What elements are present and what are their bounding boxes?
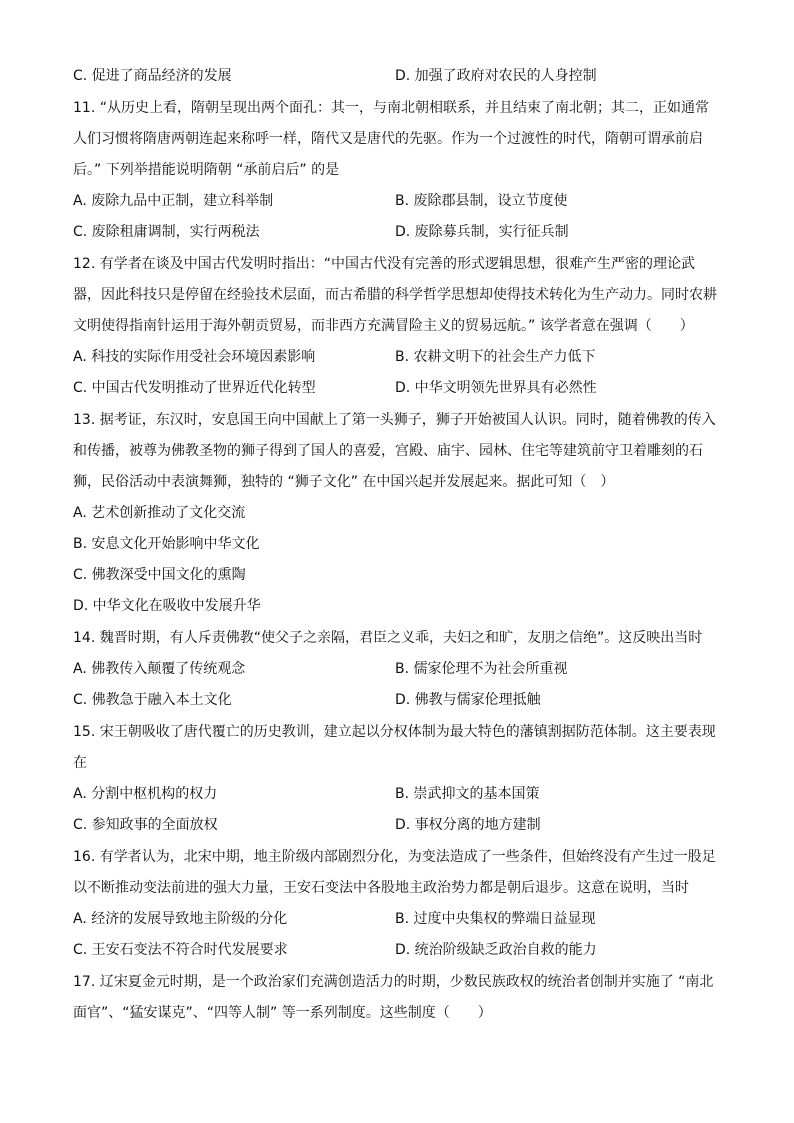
q14-option-b: B. 儒家伦理不为社会所重视: [395, 661, 568, 677]
q14-option-c: C. 佛教急于融入本土文化: [73, 692, 232, 708]
q12-option-b: B. 农耕文明下的社会生产力低下: [395, 349, 596, 365]
q12-stem-line-3: 文明使得指南针运用于海外朝贡贸易，而非西方充满冒险主义的贸易远航。” 该学者意在强调（ ）: [73, 318, 694, 334]
q12-stem-line-1: 12. 有学者在谈及中国古代发明时指出：“中国古代没有完善的形式逻辑思想，很难产生严密的理论武: [73, 256, 695, 272]
q11-stem-line-3: 后。” 下列举措能说明隋朝 “承前启后” 的是: [73, 162, 340, 178]
q13-option-c: C. 佛教深受中国文化的熏陶: [73, 567, 246, 583]
q11-stem-line-1: 11. “从历史上看，隋朝呈现出两个面孔：其一，与南北朝相联系，并且结束了南北朝；其二，正如通常: [73, 100, 709, 116]
q13-stem-line-3: 狮，民俗活动中表演舞狮，独特的 “狮子文化” 在中国兴起并发展起来。据此可知（ ）: [73, 474, 615, 490]
q16-stem-line-2: 以不断推动变法前进的强大力量，王安石变法中各股地主政治势力都是朝后退步。这意在说明，当时: [73, 880, 689, 896]
q10-option-d: D. 加强了政府对农民的人身控制: [395, 68, 597, 84]
q14-option-d: D. 佛教与儒家伦理抵触: [395, 692, 541, 708]
q15-stem-line-1: 15. 宋王朝吸收了唐代覆亡的历史教训，建立起以分权体制为最大特色的藩镇割据防范体制。这主要表现: [73, 724, 716, 740]
q15-option-b: B. 崇武抑文的基本国策: [395, 786, 540, 802]
q13-option-a: A. 艺术创新推动了文化交流: [73, 505, 246, 521]
q11-option-b: B. 废除郡县制，设立节度使: [395, 193, 568, 209]
q12-stem-line-2: 器，因此科技只是停留在经验技术层面，而古希腊的科学哲学思想却使得技术转化为生产动力。同时农耕: [73, 287, 717, 303]
q13-option-d: D. 中华文化在吸收中发展升华: [73, 598, 261, 614]
q14-option-a: A. 佛教传入颠覆了传统观念: [73, 661, 246, 677]
q16-option-c: C. 王安石变法不符合时代发展要求: [73, 942, 288, 958]
q14-stem-line-1: 14. 魏晋时期，有人斥责佛教“使父子之亲隔，君臣之义乖，夫妇之和旷，友朋之信绝”。这反映出当时: [73, 630, 703, 646]
q15-option-d: D. 事权分离的地方建制: [395, 817, 541, 833]
q11-stem-line-2: 人们习惯将隋唐两朝连起来称呼一样，隋代又是唐代的先驱。作为一个过渡性的时代，隋朝可谓承前启: [73, 131, 703, 147]
q16-option-b: B. 过度中央集权的弊端日益显现: [395, 911, 596, 927]
q11-option-d: D. 废除募兵制，实行征兵制: [395, 224, 569, 240]
q16-option-a: A. 经济的发展导致地主阶级的分化: [73, 911, 288, 927]
q16-option-d: D. 统治阶级缺乏政治自救的能力: [395, 942, 597, 958]
q12-option-d: D. 中华文明领先世界具有必然性: [395, 380, 597, 396]
q15-stem-line-2: 在: [73, 755, 87, 771]
q13-option-b: B. 安息文化开始影响中华文化: [73, 536, 260, 552]
q13-stem-line-2: 和传播，被尊为佛教圣物的狮子得到了国人的喜爱，宫殿、庙宇、园林、住宅等建筑前守卫着雕刻的石: [73, 443, 703, 459]
q11-option-c: C. 废除租庸调制，实行两税法: [73, 224, 260, 240]
q15-option-c: C. 参知政事的全面放权: [73, 817, 218, 833]
q12-option-a: A. 科技的实际作用受社会环境因素影响: [73, 349, 316, 365]
q10-option-c: C. 促进了商品经济的发展: [73, 68, 232, 84]
q11-option-a: A. 废除九品中正制，建立科举制: [73, 193, 274, 209]
q13-stem-line-1: 13. 据考证，东汉时，安息国王向中国献上了第一头狮子，狮子开始被国人认识。同时，随着佛教的传入: [73, 412, 716, 428]
q17-stem-line-2: 面官”、“猛安谋克”、“四等人制” 等一系列制度。这些制度（ ）: [73, 1005, 492, 1021]
q17-stem-line-1: 17. 辽宋夏金元时期，是一个政治家们充满创造活力的时期，少数民族政权的统治者创制并实施了 “南北: [73, 974, 714, 990]
q15-option-a: A. 分割中枢机构的权力: [73, 786, 218, 802]
q16-stem-line-1: 16. 有学者认为，北宋中期，地主阶级内部剧烈分化，为变法造成了一些条件，但始终没有产生过一股足: [73, 849, 716, 865]
q12-option-c: C. 中国古代发明推动了世界近代化转型: [73, 380, 316, 396]
